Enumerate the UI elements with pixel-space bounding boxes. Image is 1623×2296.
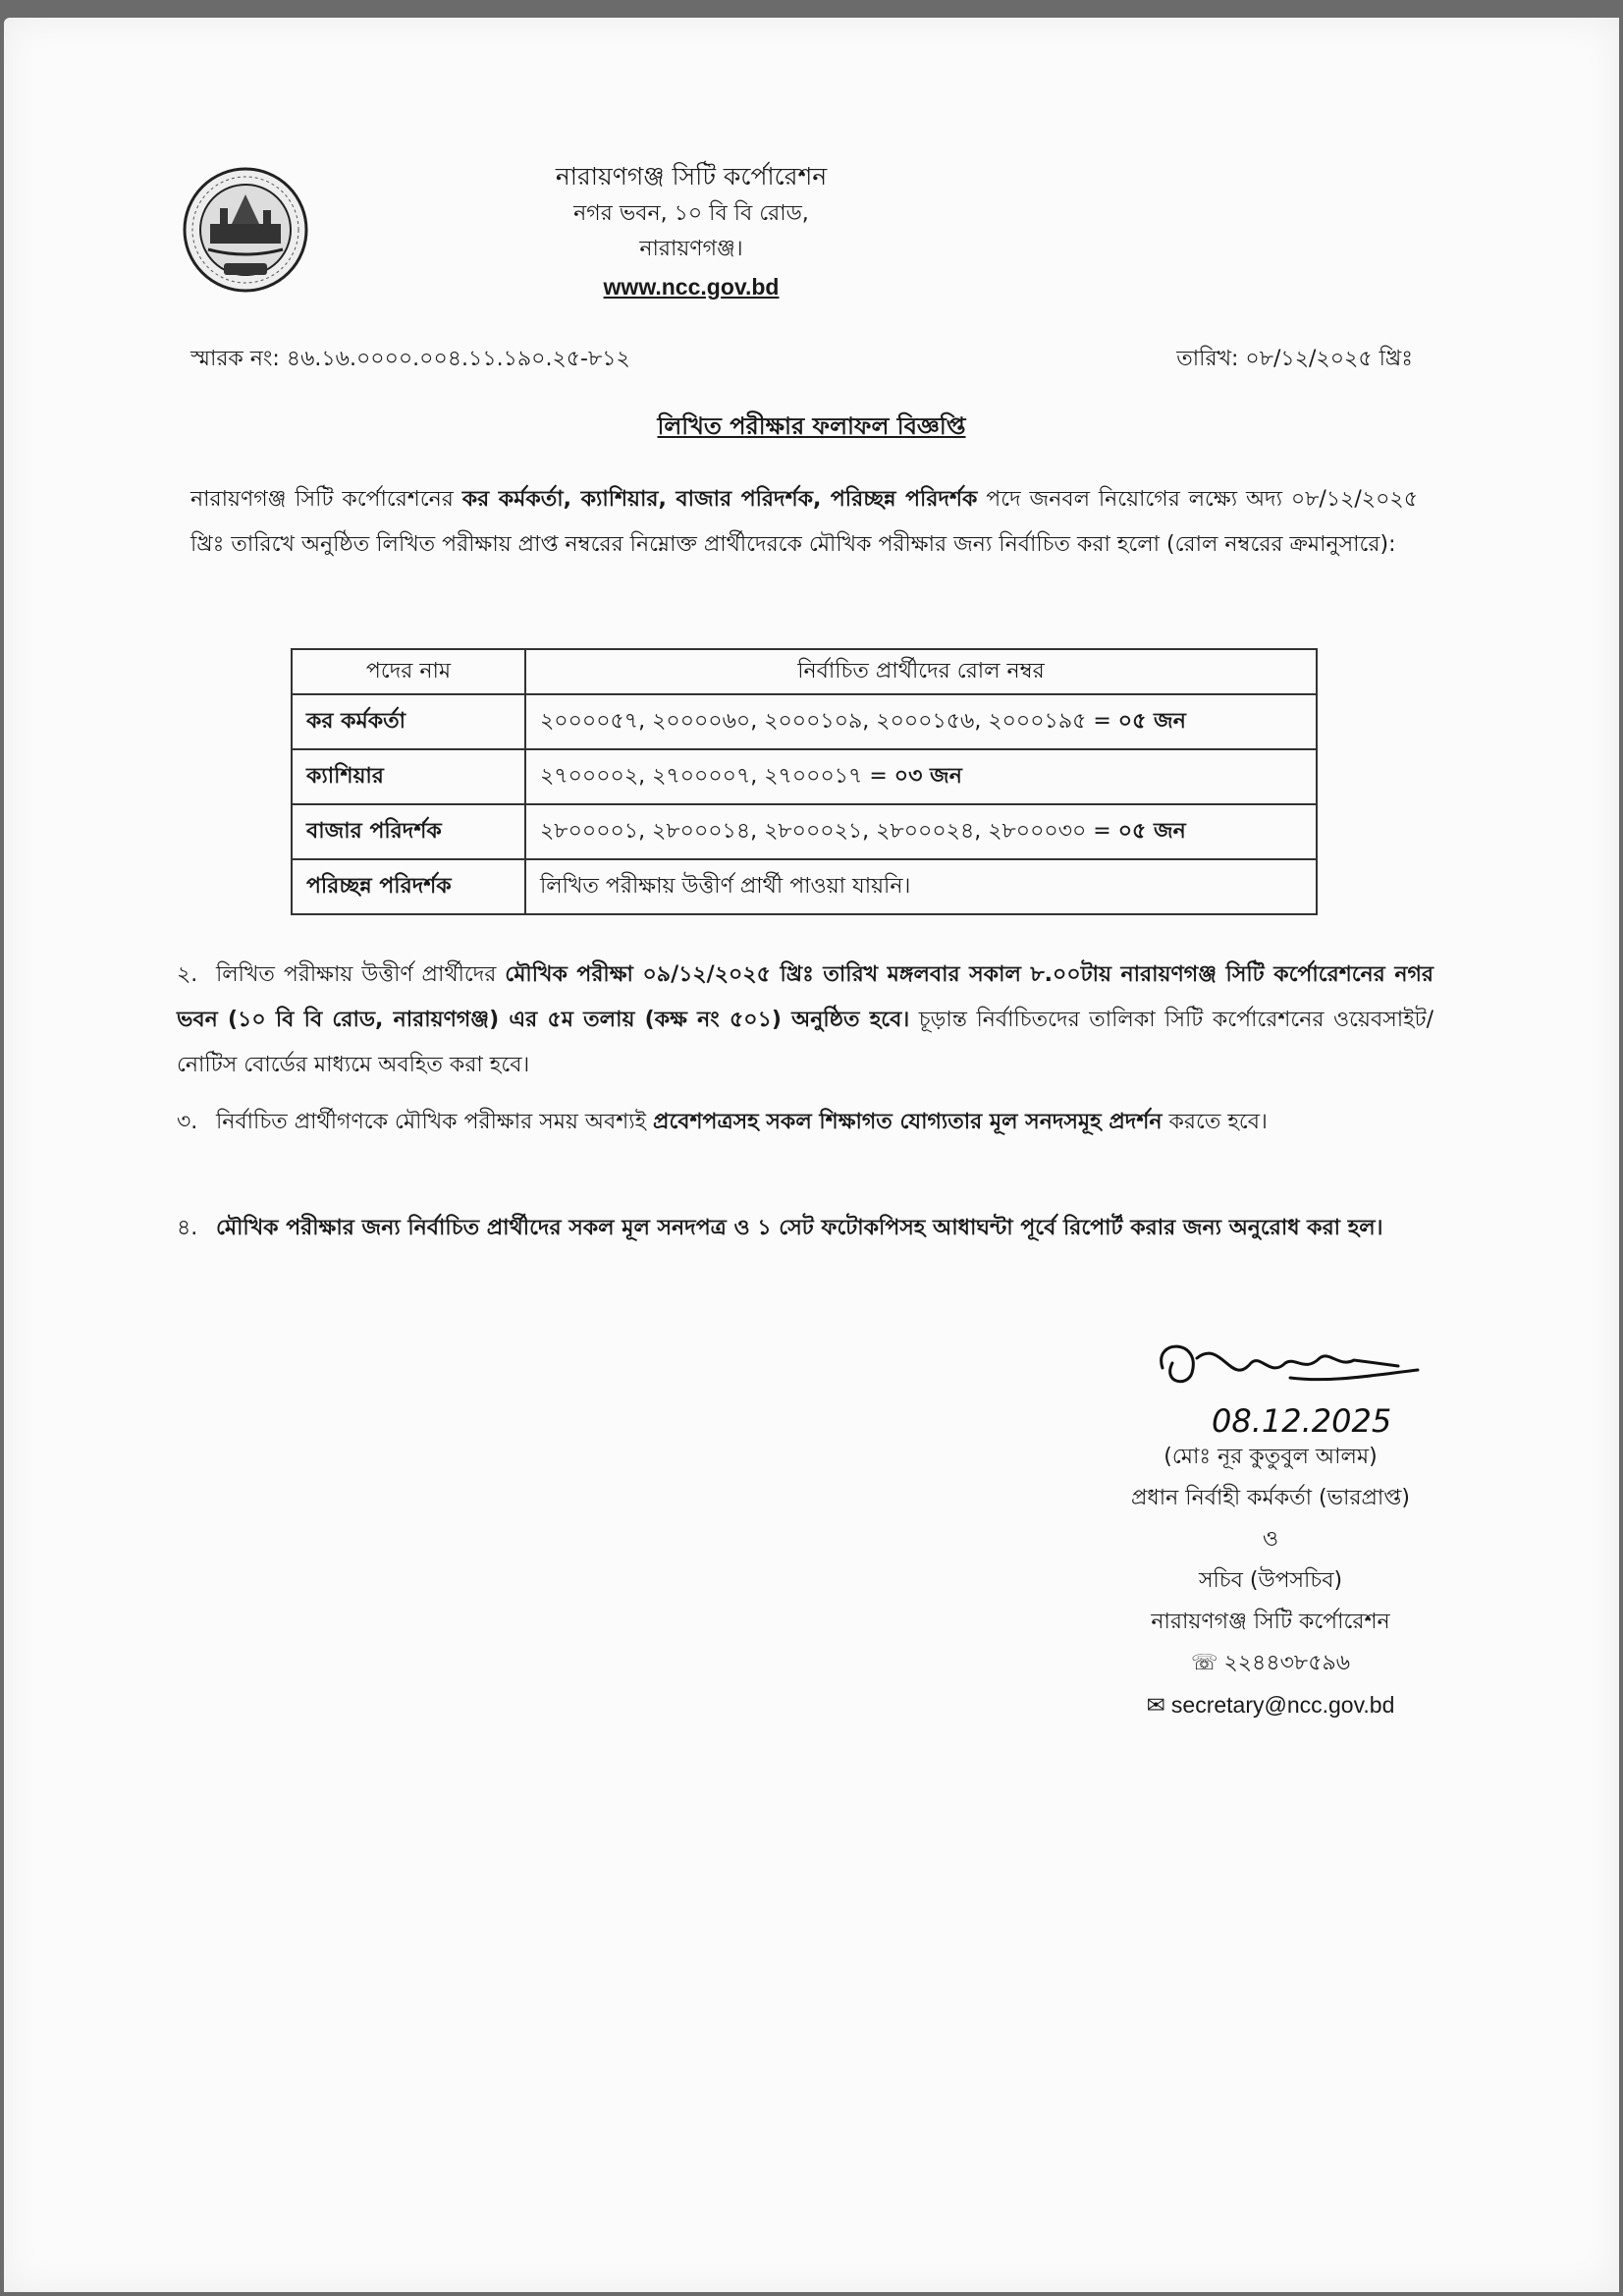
selected-count: ০৫ জন <box>1117 708 1186 734</box>
roll-list: ২০০০০৫৭, ২০০০০৬০, ২০০০১০৯, ২০০০১৫৬, ২০০০১৯৫ = <box>540 708 1118 734</box>
roll-list: লিখিত পরীক্ষায় উত্তীর্ণ প্রার্থী পাওয়া যায়নি। <box>540 873 911 899</box>
roll-list: ২৭০০০০২, ২৭০০০০৭, ২৭০০০১৭ = <box>540 763 894 789</box>
handwritten-signature <box>1143 1329 1437 1447</box>
item-text: লিখিত পরীক্ষায় উত্তীর্ণ প্রার্থীদের <box>216 962 506 987</box>
table-row <box>292 859 1317 914</box>
email-address[interactable]: secretary@ncc.gov.bd <box>1170 1692 1395 1718</box>
item-text: করতে হবে। <box>1162 1110 1268 1134</box>
roll-numbers <box>525 694 1317 749</box>
post-name: কর কর্মকর্তা <box>292 694 525 749</box>
signatory-designation-1: প্রধান নির্বাহী কর্মকর্তা (ভারপ্রাপ্ত) <box>1131 1486 1410 1510</box>
header-rolls: নির্বাচিত প্রার্থীদের রোল নম্বর <box>525 649 1317 694</box>
item-text: চূড়ান্ত নির্বাচিতদের তালিকা সিটি কর্পোরেশনের ওয়েবসাইট/ নোটিস বোর্ডের মাধ্যমে অবহিত করা হবে। <box>177 1008 1434 1077</box>
selected-count: ০৫ জন <box>1117 818 1186 844</box>
address-line-2: নারায়ণগঞ্জ। <box>639 237 743 261</box>
envelope-icon: ✉ <box>1146 1692 1165 1718</box>
letterhead <box>495 157 888 306</box>
table-row <box>292 804 1317 859</box>
phone-icon: ☏ <box>1190 1651 1218 1675</box>
post-name: বাজার পরিদর্শক <box>292 804 525 859</box>
signatory-phone <box>1084 1643 1457 1684</box>
address-line-1: নগর ভবন, ১০ বি বি রোড, <box>573 201 809 226</box>
item-2 <box>177 953 1434 1088</box>
signatory-email[interactable] <box>1084 1684 1457 1725</box>
intro-posts: কর কর্মকর্তা, ক্যাশিয়ার, বাজার পরিদর্শক, পরিচ্ছন্ন পরিদর্শক <box>461 487 978 512</box>
roll-numbers <box>525 804 1317 859</box>
item-number: ২. <box>177 962 198 987</box>
org-name: নারায়ণগঞ্জ সিটি কর্পোরেশন <box>555 162 828 191</box>
signatory-and: ও <box>1262 1527 1279 1552</box>
item-text: নির্বাচিত প্রার্থীগণকে মৌখিক পরীক্ষার সময় অবশ্যই <box>216 1110 654 1134</box>
table-header-row <box>292 649 1317 694</box>
website-link[interactable]: www.ncc.gov.bd <box>603 274 780 300</box>
item-bold-text: প্রবেশপত্রসহ সকল শিক্ষাগত যোগ্যতার মূল সনদসমূহ প্রদর্শন <box>653 1110 1163 1134</box>
item-bold-text: মৌখিক পরীক্ষার জন্য নির্বাচিত প্রার্থীদের সকল মূল সনদপত্র ও ১ সেট ফটোকপিসহ আধাঘন্টা পূর্বে রিপোর্ট করার জন্য অনুরোধ করা হল। <box>216 1216 1383 1240</box>
intro-paragraph <box>190 477 1418 568</box>
item-number: ৪. <box>177 1216 198 1240</box>
memo-date: তারিখ: ০৮/১২/২০২৫ খ্রিঃ <box>1176 347 1413 371</box>
roll-list: ২৮০০০০১, ২৮০০০১৪, ২৮০০০২১, ২৮০০০২৪, ২৮০০০৩০ = <box>540 818 1118 844</box>
notice-title: লিখিত পরীক্ষার ফলাফল বিজ্ঞপ্তি <box>657 412 966 440</box>
results-table <box>291 648 1318 915</box>
signatory-name: (মোঃ নূর কুতুবুল আলম) <box>1163 1445 1378 1469</box>
signatory-designation-2: সচিব (উপসচিব) <box>1198 1568 1343 1593</box>
item-3 <box>177 1100 1434 1145</box>
roll-numbers <box>525 859 1317 914</box>
item-4 <box>177 1206 1434 1251</box>
document-page <box>4 18 1619 2292</box>
selected-count: ০৩ জন <box>893 763 962 789</box>
post-name: ক্যাশিয়ার <box>292 749 525 804</box>
city-seal-icon <box>181 165 310 295</box>
roll-numbers <box>525 749 1317 804</box>
item-number: ৩. <box>177 1110 198 1134</box>
signatory-block <box>1084 1437 1457 1725</box>
header-post: পদের নাম <box>292 649 525 694</box>
memo-reference: স্মারক নং: ৪৬.১৬.০০০০.০০৪.১১.১৯০.২৫-৮১২ <box>190 347 630 371</box>
signature-date: 08.12.2025 <box>1212 1402 1392 1440</box>
intro-text-1: নারায়ণগঞ্জ সিটি কর্পোরেশনের <box>190 487 462 512</box>
item-bold-text: মৌখিক পরীক্ষা ০৯/১২/২০২৫ খ্রিঃ তারিখ মঙ্গলবার সকাল ৮.০০টায় নারায়ণগঞ্জ সিটি কর্পোরেশনের নগর ভবন (১০ বি বি রোড, নারায়ণগঞ্জ) এর ৫ম তলায় (কক্ষ নং ৫০১) অনুষ্ঠিত হবে। <box>177 962 1434 1032</box>
table-row <box>292 694 1317 749</box>
table-row <box>292 749 1317 804</box>
intro-text-2: পদে জনবল নিয়োগের লক্ষ্যে অদ্য ০৮/১২/২০২৫ খ্রিঃ তারিখে অনুষ্ঠিত লিখিত পরীক্ষায় প্রাপ্ত নম্বরের নিম্নোক্ত প্রার্থীদেরকে মৌখিক পরীক্ষার জন্য নির্বাচিত করা হলো (রোল নম্বরের ক্রমানুসারে): <box>190 487 1418 557</box>
post-name: পরিচ্ছন্ন পরিদর্শক <box>292 859 525 914</box>
signatory-org: নারায়ণগঞ্জ সিটি কর্পোরেশন <box>1151 1610 1390 1634</box>
phone-number: ২২৪৪৩৮৫৯৬ <box>1223 1651 1351 1675</box>
